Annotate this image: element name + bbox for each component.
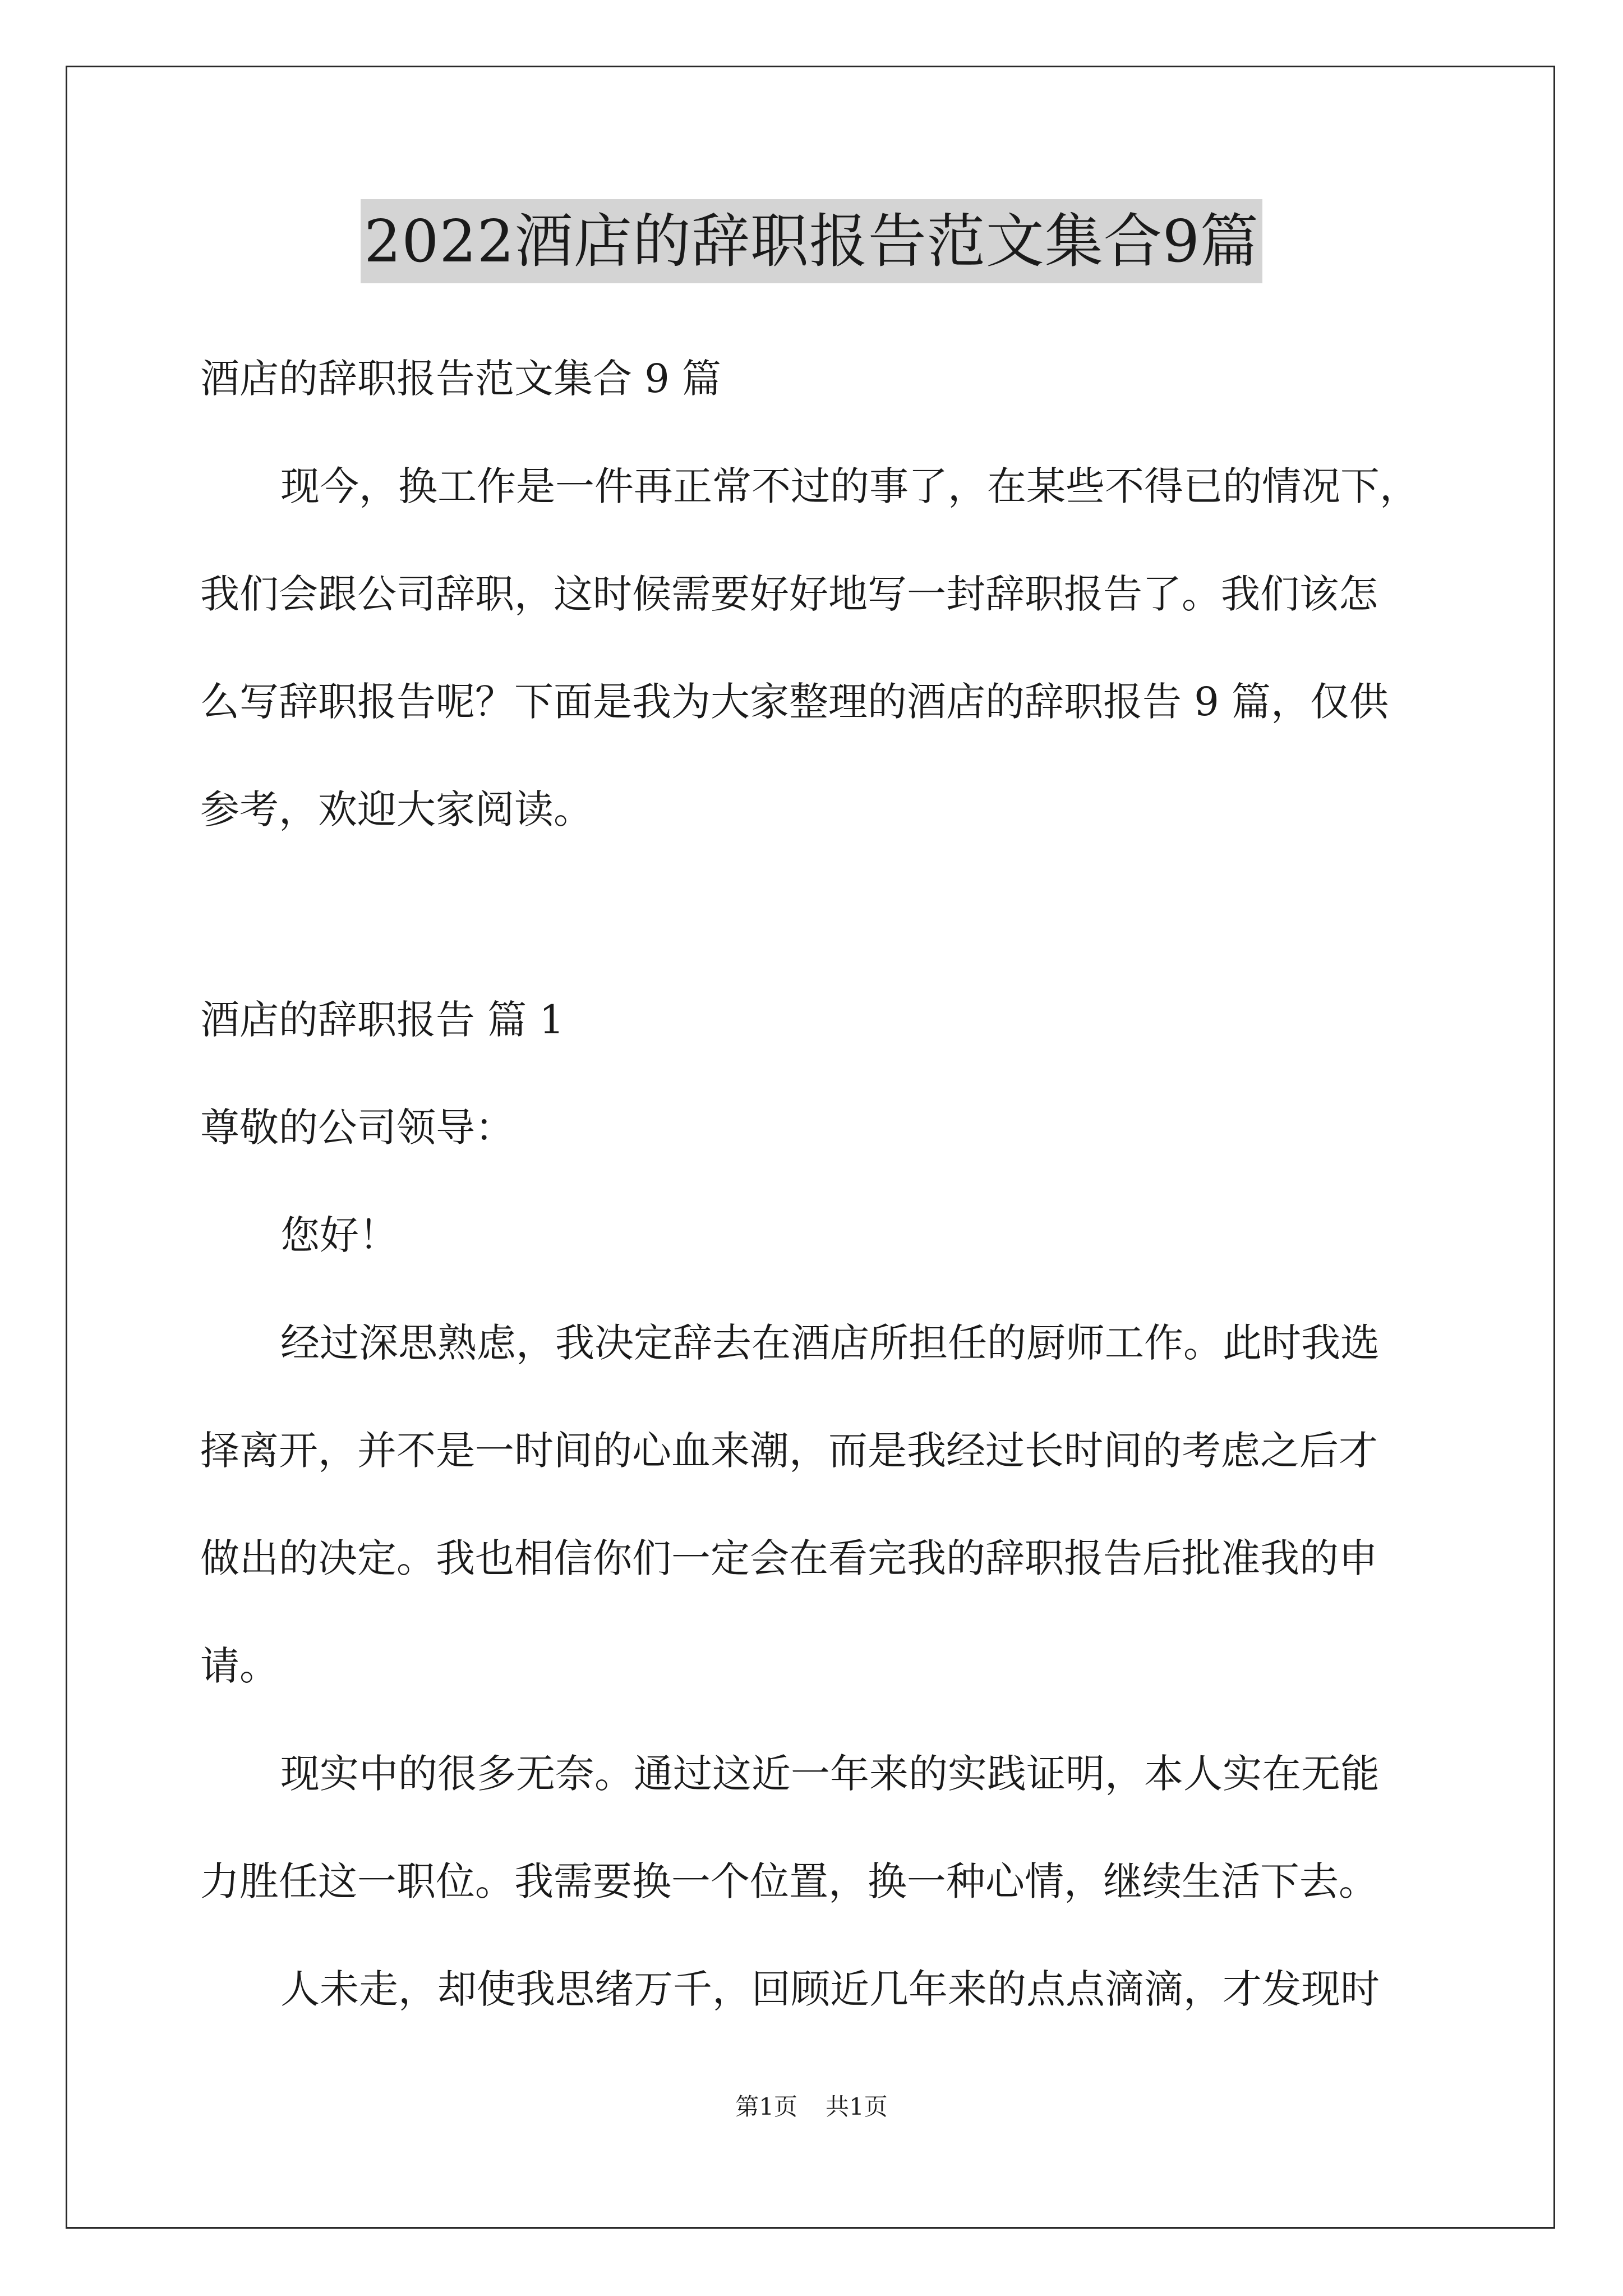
intro-line-3: 么写辞职报告呢？下面是我为大家整理的酒店的辞职报告 9 篇，仅供 [200, 679, 1389, 725]
body-line-1: 经过深思熟虑，我决定辞去在酒店所担任的厨师工作。此时我选 [280, 1320, 1380, 1366]
intro-line-4: 参考，欢迎大家阅读。 [200, 786, 593, 832]
greeting: 您好！ [280, 1212, 398, 1258]
title-container [0, 199, 1623, 283]
page-number: 第1页 [735, 2093, 797, 2120]
body-line-5: 现实中的很多无奈。通过这近一年来的实践证明，本人实在无能 [280, 1751, 1380, 1797]
page-total: 共1页 [826, 2093, 888, 2120]
body-line-6: 力胜任这一职位。我需要换一个位置，换一种心情，继续生活下去。 [200, 1858, 1378, 1904]
page-footer [0, 2090, 1623, 2124]
intro-line-2: 我们会跟公司辞职，这时候需要好好地写一封辞职报告了。我们该怎 [200, 571, 1378, 617]
body-line-4: 请。 [200, 1643, 279, 1689]
body-line-7: 人未走，却使我思绪万千，回顾近几年来的点点滴滴，才发现时 [280, 1966, 1380, 2012]
body-line-2: 择离开，并不是一时间的心血来潮，而是我经过长时间的考虑之后才 [200, 1428, 1378, 1474]
salutation: 尊敬的公司领导： [200, 1105, 514, 1151]
subtitle-line: 酒店的辞职报告范文集合 9 篇 [200, 356, 722, 402]
section-heading: 酒店的辞职报告 篇 1 [200, 997, 565, 1043]
body-line-3: 做出的决定。我也相信你们一定会在看完我的辞职报告后批准我的申 [200, 1535, 1378, 1581]
intro-line-1: 现今，换工作是一件再正常不过的事了，在某些不得已的情况下， [280, 463, 1419, 509]
document-title: 2022酒店的辞职报告范文集合9篇 [361, 199, 1262, 283]
